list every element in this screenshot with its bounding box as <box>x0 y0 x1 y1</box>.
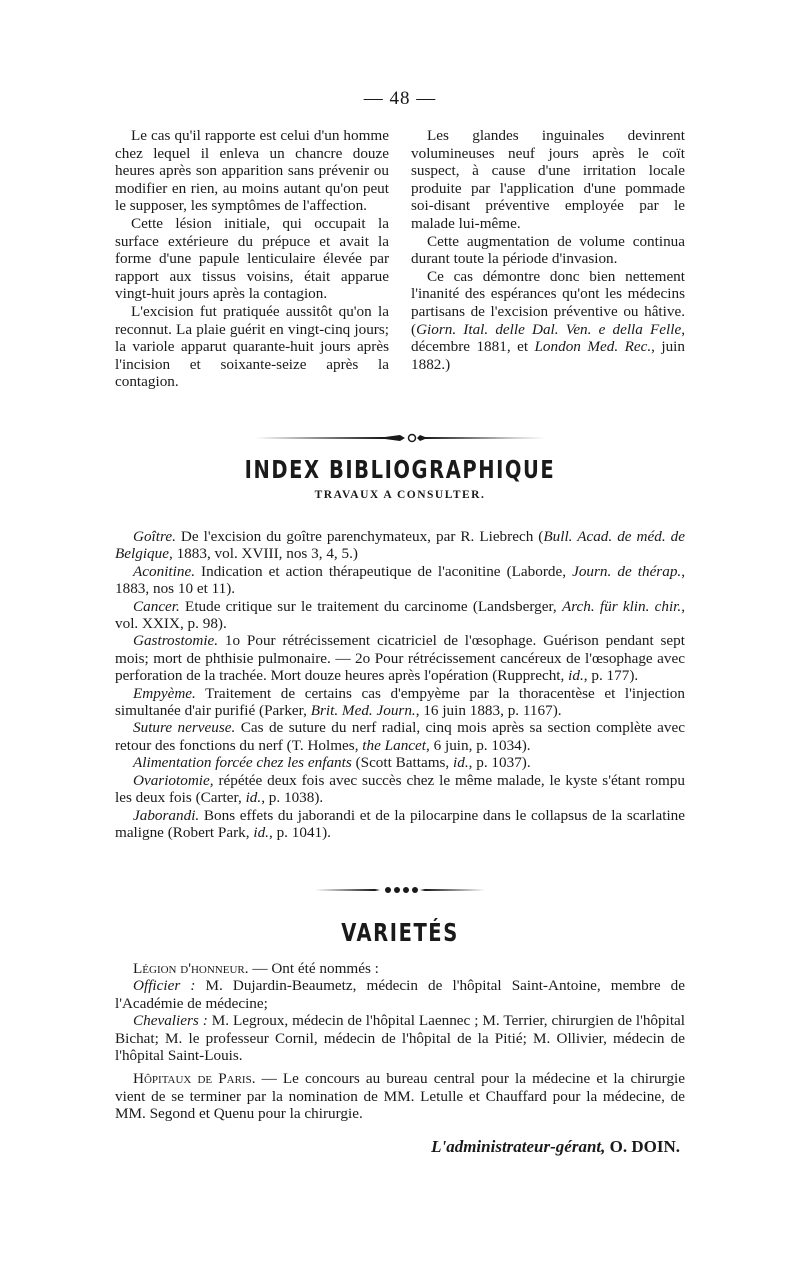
officier-paragraph: Officier : M. Dujardin-Beaumetz, médecin de l'hôpital Saint-Antoine, membre de l'Académie de médecine; <box>115 977 685 1012</box>
biblio-entry: Aconitine. Indication et action thérapeutique de l'aconitine (Laborde, Journ. de thérap., 1883, nos 10 et 11). <box>115 562 686 598</box>
varietes-title: VARIETÉS <box>341 918 459 947</box>
left-paragraph-2: Cette lésion initiale, qui occupait la surface extérieure du prépuce et avait la forme d'une papule lenticulaire élevée par rapport aux tissus voisins, était apparue vingt-huit jours après la contagion. <box>115 214 389 303</box>
chevaliers-paragraph: Chevaliers : M. Legroux, médecin de l'hôpital Laennec ; M. Terrier, chirurgien de l'hôpital Bichat; M. le professeur Cornil, médecin de l'hôpital de la Pitié; M. Ollivier, médecin de l'hôpital Saint-Louis. <box>115 1012 685 1065</box>
right-column <box>411 127 685 391</box>
right-paragraph-3: Ce cas démontre donc bien nettement l'inanité des espérances qu'ont les médecins partisans de l'excision préventive ou hâtive. (Giorn. Ital. delle Dal. Ven. e della Felle, décembre 1881, et London Med. Rec., juin 1882.) <box>411 267 685 373</box>
bibliography-list <box>115 528 685 841</box>
biblio-entry: Cancer. Etude critique sur le traitement du carcinome (Landsberger, Arch. für klin. chir., vol. XXIX, p. 98). <box>115 597 685 633</box>
ornamental-rule-top <box>0 433 800 443</box>
legion-paragraph: Légion d'honneur. — Ont été nommés : <box>133 960 379 977</box>
biblio-entry: Alimentation forcée chez les enfants (Scott Battams, id., p. 1037). <box>133 754 531 772</box>
signature-name: O. DOIN. <box>609 1137 680 1156</box>
signature <box>115 1137 680 1157</box>
page-number: — 48 — <box>363 88 437 109</box>
biblio-entry: Goître. De l'excision du goître parenchymateux, par R. Liebrech (Bull. Acad. de méd. de Belgique, 1883, vol. XVIII, nos 3, 4, 5.) <box>115 528 685 563</box>
index-title: INDEX BIBLIOGRAPHIQUE <box>244 455 556 484</box>
left-paragraph-3: L'excision fut pratiquée aussitôt qu'on la reconnut. La plaie guérit en vingt-cinq jours; la variole apparut quarante-huit jours après l'incision et soixante-seize après la contagion. <box>115 302 389 391</box>
ornamental-rule-middle <box>0 885 800 895</box>
right-paragraph-1: Les glandes inguinales devinrent volumineuses neuf jours après le coït suspect, à cause d'une irritation locale produite par l'application d'une pommade soi-disant préventive employée par le malade lui-même. <box>411 127 685 232</box>
biblio-entry: Jaborandi. Bons effets du jaborandi et de la pilocarpine dans le collapsus de la scarlatine maligne (Robert Park, id., p. 1041). <box>115 806 685 841</box>
biblio-entry: Gastrostomie. 1o Pour rétrécissement cicatriciel de l'œsophage. Guérison pendant sept mois; mort de phthisie pulmonaire. — 2o Pour rétrécissement cancéreux de l'œsophage avec perforation de la trachée. Mort douze heures après l'opération (Rupprecht, id., p. 177). <box>115 632 685 685</box>
biblio-entry: Suture nerveuse. Cas de suture du nerf radial, cinq mois après sa section complète avec retour des fonctions du nerf (T. Holmes, the Lancet, 6 juin, p. 1034). <box>115 719 685 754</box>
varietes-section <box>115 960 685 1123</box>
left-column <box>115 127 389 391</box>
biblio-entry: Ovariotomie, répétée deux fois avec succès chez le même malade, le kyste s'étant rompu les deux fois (Carter, id., p. 1038). <box>115 771 685 807</box>
two-column-text <box>115 127 685 391</box>
signature-role: L'administrateur-gérant, <box>431 1137 606 1156</box>
hopitaux-paragraph: Hôpitaux de Paris. — Le concours au bureau central pour la médecine et la chirurgie vient de se terminer par la nomination de MM. Letulle et Chauffard pour la médecine, de MM. Segond et Quenu pour la chirurgie. <box>115 1070 685 1123</box>
biblio-entry: Empyème. Traitement de certains cas d'empyème par la thoracentèse et l'injection simultanée d'air purifié (Parker, Brit. Med. Journ., 16 juin 1883, p. 1167). <box>115 684 685 720</box>
left-paragraph-1: Le cas qu'il rapporte est celui d'un homme chez lequel il enleva un chancre douze heures après son apparition sans prévenir ou modifier en rien, au moins autant qu'on peut le supposer, les symptômes de l'affection. <box>115 127 389 215</box>
right-paragraph-2: Cette augmentation de volume continua durant toute la période d'invasion. <box>411 232 685 268</box>
index-subtitle: TRAVAUX A CONSULTER. <box>314 489 486 501</box>
